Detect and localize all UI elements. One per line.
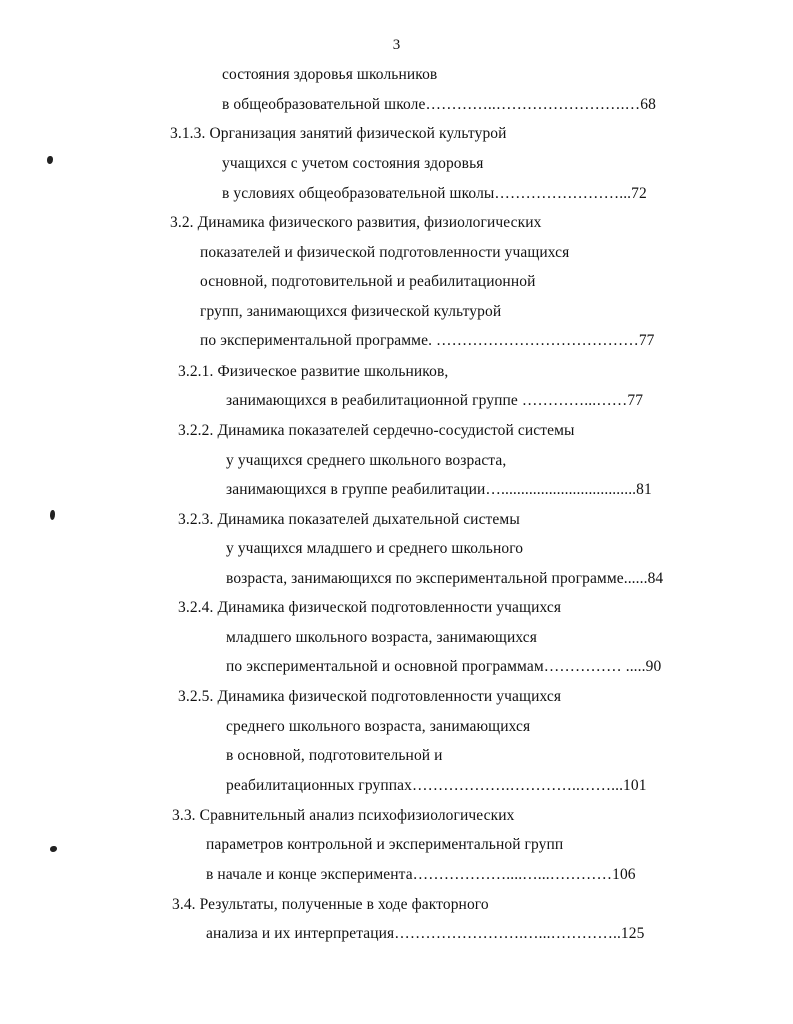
- scan-mark-icon: [50, 510, 55, 520]
- toc-line: 3.2.2. Динамика показателей сердечно-сосудистой системы: [178, 422, 575, 439]
- toc-line: 3.4. Результаты, полученные в ходе факторного: [172, 896, 489, 913]
- toc-line: групп, занимающихся физической культурой: [200, 303, 502, 320]
- toc-line: основной, подготовительной и реабилитационной: [200, 273, 536, 290]
- page-number: 3: [392, 37, 401, 53]
- toc-line: параметров контрольной и экспериментальной групп: [206, 836, 564, 853]
- toc-line: 3.1.3. Организация занятий физической культурой: [170, 125, 507, 142]
- toc-line: показателей и физической подготовленности учащихся: [200, 244, 570, 261]
- toc-line: возраста, занимающихся по экспериментальной программе......84: [226, 570, 664, 587]
- toc-line: у учащихся младшего и среднего школьного: [226, 540, 524, 557]
- toc-line: 3.2. Динамика физического развития, физиологических: [170, 214, 542, 231]
- toc-line: в условиях общеобразовательной школы……………………...72: [222, 185, 647, 202]
- toc-line: по экспериментальной и основной программам…………… .....90: [226, 658, 662, 675]
- toc-line: 3.3. Сравнительный анализ психофизиологических: [172, 807, 515, 824]
- toc-line: состояния здоровья школьников: [222, 66, 438, 83]
- toc-line: в основной, подготовительной и: [226, 747, 443, 764]
- toc-line: реабилитационных группах……………….…………..……...101: [226, 777, 647, 794]
- toc-line: занимающихся в реабилитационной группе …………...……77: [226, 392, 644, 409]
- toc-line: 3.2.4. Динамика физической подготовленности учащихся: [178, 599, 562, 616]
- toc-line: анализа и их интерпретация…………………….…...…………..125: [206, 925, 645, 942]
- toc-line: по экспериментальной программе. …………………………………77: [200, 332, 655, 349]
- toc-line: занимающихся в группе реабилитации…..................................81: [226, 481, 652, 498]
- toc-line: 3.2.5. Динамика физической подготовленности учащихся: [178, 688, 562, 705]
- toc-line: у учащихся среднего школьного возраста,: [226, 452, 507, 469]
- toc-line: в общеобразовательной школе…………..…………………….…68: [222, 96, 656, 113]
- toc-line: учащихся с учетом состояния здоровья: [222, 155, 484, 172]
- toc-line: младшего школьного возраста, занимающихся: [226, 629, 537, 646]
- toc-line: 3.2.1. Физическое развитие школьников,: [178, 363, 449, 380]
- toc-line: 3.2.3. Динамика показателей дыхательной системы: [178, 511, 520, 528]
- scan-mark-icon: [50, 846, 57, 852]
- scan-mark-icon: [47, 156, 53, 164]
- toc-line: среднего школьного возраста, занимающихся: [226, 718, 531, 735]
- toc-line: в начале и конце эксперимента………………....…...…………106: [206, 866, 636, 883]
